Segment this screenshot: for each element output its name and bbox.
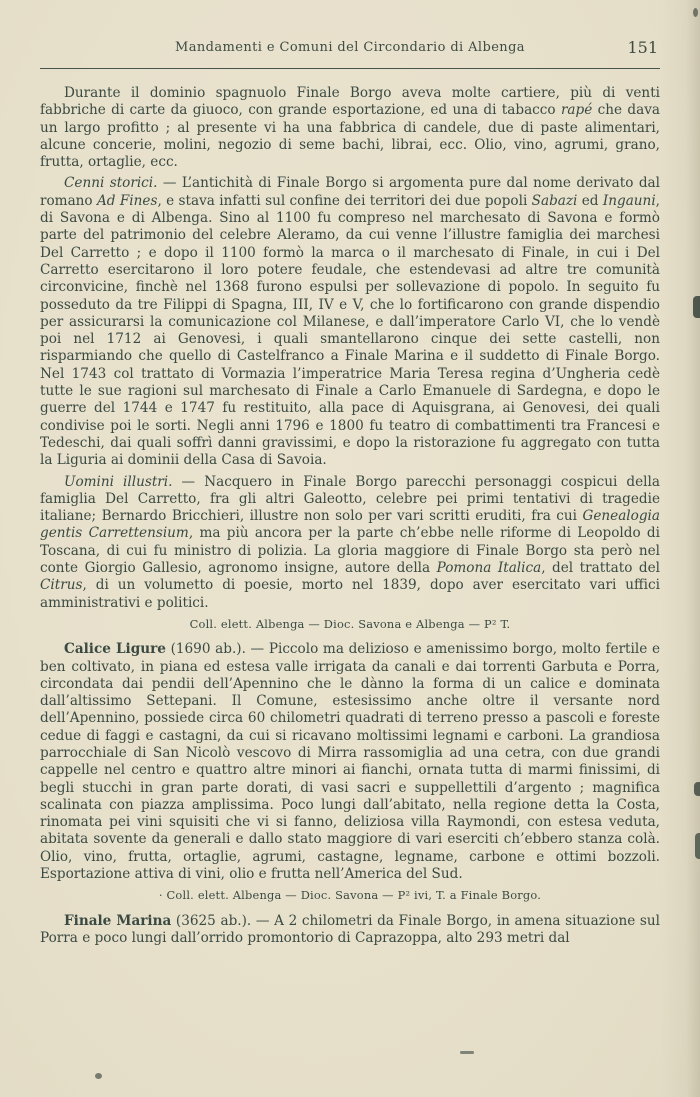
running-header-title: Mandamenti e Comuni del Circondario di Albenga xyxy=(175,40,525,55)
italic-run: Ad Fines xyxy=(96,192,158,209)
scan-artifact xyxy=(95,1073,102,1079)
scan-artifact xyxy=(693,8,698,17)
text-run: (1690 ab.). — Piccolo ma delizioso e amenissimo borgo, molto fertile e ben coltivato, in piana ed estesa valle irrigata da canali e dai torrenti Garbuta e Porra, circondata dai pendii dell’Apennino che le dànno la forma di un calice e dominata dall’altissimo Settepani. Il Comune, estesissimo anche oltre il versante nord dell’Apennino, possiede circa 60 chilometri quadrati di terreno presso a pascoli e foreste cedue di faggi e castagni, da cui si ricavano moltissimi legnami e carboni. La grandiosa parrocchiale di San Nicolò vescovo di Mirra rassomiglia ad una cetra, con due grandi cappelle nel centro e quattro altre minori ai fianchi, ornata tutta di marmi finissimi, di begli stucchi in gran parte dorati, di vasi sacri e suppellettili d’argento ; magnifica scalinata con piazza amplissima. Poco lungi dall’abitato, nella regione detta la Costa, rinomata pei vini squisiti che vi si fanno, deliziosa villa Raymondi, con estesa veduta, abitata sovente da generali e dallo stato maggiore di vari eserciti ch’ebbero stanza colà. Olio, vino, frutta, ortaglie, agrumi, castagne, legname, carbone e ottimi bozzoli. Esportazione attiva di vini, olio e frutta nell’America del Sud. xyxy=(40,641,660,883)
italic-run: Pomona Italica xyxy=(436,560,542,577)
paragraph-calice-ligure xyxy=(40,641,660,883)
scan-artifact xyxy=(695,833,700,859)
text-run: — L’antichità di Finale Borgo si argomenta pure dal nome derivato dal romano xyxy=(40,175,660,209)
text-run: ed xyxy=(577,192,603,209)
text-run: , di Savona e di Albenga. Sino al 1100 fu compreso nel marchesato di Savona e formò parte del patrimonio del celebre Aleramo, da cui venne l’illustre famiglia dei marchesi Del Carretto ; e dopo il 1100 formò la marca o il marchesato di Finale, in cui i Del Carretto esercitarono il loro potere feudale, che estendevasi ad altre tre comunità circonvicine, finchè nel 1368 furono espulsi per sollevazione di popolo. In seguito fu posseduto da tre Filippi di Spagna, III, IV e V, che lo fortificarono con grande dispendio per assicurarsi la comunicazione col Milanese, e dall’imperatore Carlo VI, che lo vendè poi nel 1712 ai Genovesi, i quali smantellarono cinque dei sette castelli, non risparmiando che quello di Castelfranco a Finale Marina e il suddetto di Finale Borgo. Nel 1743 col trattato di Vormazia l’imperatrice Maria Teresa regina d’Ungheria cedè tutte le sue ragioni sul marchesato di Finale a Carlo Emanuele di Sardegna, e dopo le guerre del 1744 e 1747 fu restituito, alla pace di Aquisgrana, ai Genovesi, dei quali condivise poi le sorti. Negli anni 1796 e 1800 fu teatro di combattimenti tra Francesi e Tedeschi, dai quali soffrì danni gravissimi, e dopo la ristorazione fu aggregato con tutta la Liguria ai dominii della Casa di Savoia. xyxy=(40,192,660,469)
paragraph-cenni-storici xyxy=(40,175,660,469)
scan-artifact xyxy=(693,296,700,318)
header-rule xyxy=(40,68,660,69)
collegio-line-finale-borgo xyxy=(40,616,660,633)
scan-artifact xyxy=(460,1051,474,1054)
text-run: , e stava infatti sul confine dei territori dei due popoli xyxy=(157,192,532,209)
italic-run: Uomini illustri. xyxy=(64,473,173,490)
page-body xyxy=(40,85,660,947)
paragraph-intro xyxy=(40,85,660,171)
paragraph-uomini-illustri xyxy=(40,474,660,612)
collegio-line-calice-ligure xyxy=(40,887,660,904)
italic-run: Genealogia gentis Carrettensium xyxy=(40,508,660,542)
text-run: , di un volumetto di poesie, morto nel 1839, dopo aver esercitato vari uffici amministrativi e politici. xyxy=(40,577,660,611)
bold-run: Calice Ligure xyxy=(64,641,166,658)
paragraph-finale-marina xyxy=(40,913,660,948)
text-run: (3625 ab.). — A 2 chilometri da Finale Borgo, in amena situazione sul Porra e poco lungi dall’orrido promontorio di Caprazoppa, alto 293 metri dal xyxy=(40,912,660,946)
text-run: , del trattato del xyxy=(541,560,661,577)
italic-run: Ingauni xyxy=(602,192,656,209)
text-run: Coll. elett. Albenga — Dioc. Savona e Albenga — P² T. xyxy=(189,616,511,631)
bold-run: Finale Marina xyxy=(64,912,172,929)
italic-run: rapé xyxy=(560,102,593,119)
page-number: 151 xyxy=(627,38,658,57)
running-header xyxy=(40,40,660,64)
text-run: , ma più ancora per la parte ch’ebbe nelle riforme di Leopoldo di Toscana, di cui fu ministro di polizia. La gloria maggiore di Finale Borgo sta però nel conte Giorgio Gallesio, agronomo insigne, autore della xyxy=(40,525,660,577)
italic-run: Cenni storici. xyxy=(64,175,158,192)
italic-run: Citrus xyxy=(40,577,83,594)
text-run: — Nacquero in Finale Borgo parecchi personaggi cospicui della famiglia Del Carretto, fra gli altri Galeotto, celebre pei primi tentativi di tragedie italiane; Bernardo Bricchieri, illustre non solo per vari scritti eruditi, fra cui xyxy=(40,473,660,525)
text-run: che dava un largo profitto ; al presente vi ha una fabbrica di candele, due di paste alimentari, alcune concerie, molini, negozio di seme bachi, librai, ecc. Olio, vino, agrumi, grano, frutta, ortaglie, ecc. xyxy=(40,102,660,171)
text-run: Durante il dominio spagnuolo Finale Borgo aveva molte cartiere, più di venti fabbriche di carte da giuoco, con grande esportazione, ed una di tabacco xyxy=(40,85,660,119)
text-run: · Coll. elett. Albenga — Dioc. Savona — P² ivi, T. a Finale Borgo. xyxy=(158,888,542,903)
scan-artifact xyxy=(694,782,700,796)
italic-run: Sabazi xyxy=(531,192,578,209)
